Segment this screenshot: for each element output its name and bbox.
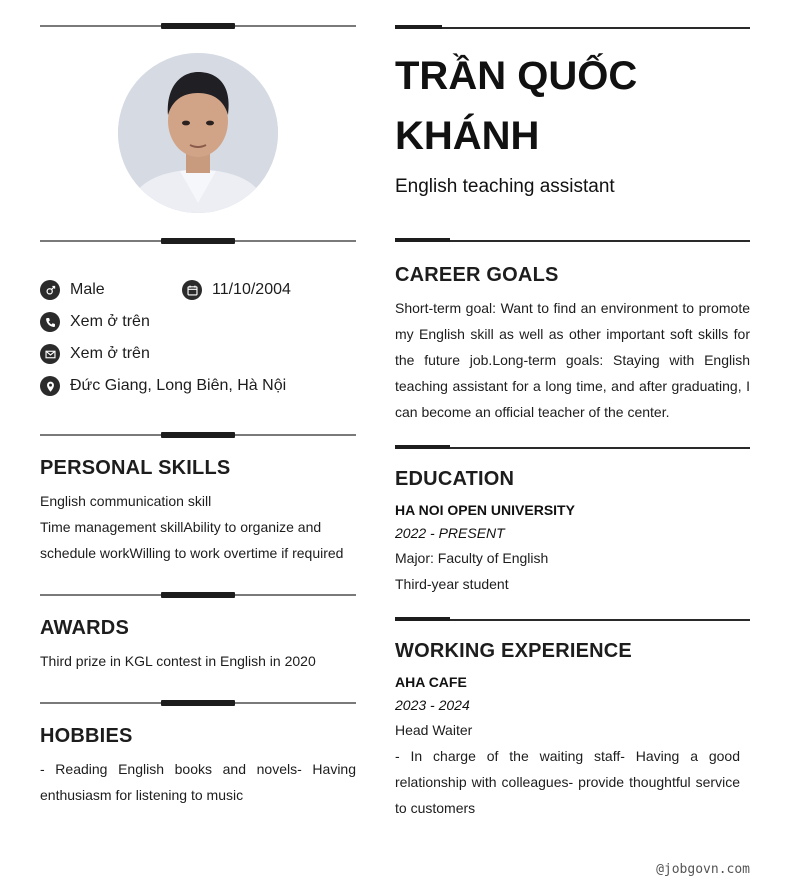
career-goals-text: Short-term goal: Want to find an environment to promote my English skill as well as other important soft skills for the future job.Long-term goals: Staying with English teaching assistant for a long time, and after graduating, I can become an official teacher of the center. bbox=[395, 300, 750, 420]
hobbies-text: - Reading English books and novels- Having enthusiasm for listening to music bbox=[40, 761, 356, 803]
personal-skills-heading: PERSONAL SKILLS bbox=[40, 457, 231, 479]
section-divider bbox=[40, 22, 356, 30]
phone-row bbox=[40, 312, 150, 332]
section-divider bbox=[40, 591, 356, 599]
gender-row bbox=[40, 280, 105, 300]
phone-value: Xem ở trên bbox=[70, 313, 150, 330]
candidate-name: TRẦN QUỐC KHÁNH bbox=[395, 54, 638, 158]
section-divider bbox=[395, 25, 750, 31]
envelope-icon bbox=[40, 344, 60, 364]
company-name: AHA CAFE bbox=[395, 674, 467, 690]
location-pin-icon bbox=[40, 376, 60, 396]
education-note: Third-year student bbox=[395, 576, 509, 592]
email-value: Xem ở trên bbox=[70, 345, 150, 362]
address-row bbox=[40, 376, 286, 396]
career-goals-heading: CAREER GOALS bbox=[395, 264, 559, 286]
gender-value: Male bbox=[70, 281, 105, 298]
birthday-row bbox=[182, 280, 291, 300]
school-name: HA NOI OPEN UNIVERSITY bbox=[395, 502, 575, 518]
skill-line: Time management skillAbility to organize and schedule workWilling to work overtime if required bbox=[40, 519, 344, 561]
phone-icon bbox=[40, 312, 60, 332]
section-divider bbox=[395, 445, 750, 451]
avatar bbox=[118, 53, 278, 213]
awards-heading: AWARDS bbox=[40, 617, 129, 639]
profile-photo bbox=[118, 53, 278, 213]
awards-text: Third prize in KGL contest in English in 2020 bbox=[40, 653, 316, 669]
section-divider bbox=[395, 238, 750, 244]
personal-skills-text bbox=[40, 488, 356, 566]
birthday-value: 11/10/2004 bbox=[212, 281, 291, 298]
address-value: Đức Giang, Long Biên, Hà Nội bbox=[70, 377, 287, 394]
skill-line: English communication skill bbox=[40, 493, 212, 509]
hobbies-heading: HOBBIES bbox=[40, 725, 133, 747]
working-experience-heading: WORKING EXPERIENCE bbox=[395, 640, 632, 662]
education-major: Major: Faculty of English bbox=[395, 550, 549, 566]
education-heading: EDUCATION bbox=[395, 468, 515, 490]
gender-icon bbox=[40, 280, 60, 300]
education-details bbox=[395, 545, 750, 597]
job-title: English teaching assistant bbox=[395, 176, 615, 197]
section-divider bbox=[40, 237, 356, 245]
section-divider bbox=[40, 699, 356, 707]
experience-dates: 2023 - 2024 bbox=[395, 697, 470, 713]
calendar-icon bbox=[182, 280, 202, 300]
email-row bbox=[40, 344, 150, 364]
section-divider bbox=[395, 617, 750, 623]
experience-description: - In charge of the waiting staff- Having a good relationship with colleagues- provide thoughtful service to customers bbox=[395, 748, 740, 816]
education-dates: 2022 - PRESENT bbox=[395, 525, 505, 541]
section-divider bbox=[40, 431, 356, 439]
watermark: @jobgovn.com bbox=[656, 862, 750, 877]
experience-position: Head Waiter bbox=[395, 722, 473, 738]
